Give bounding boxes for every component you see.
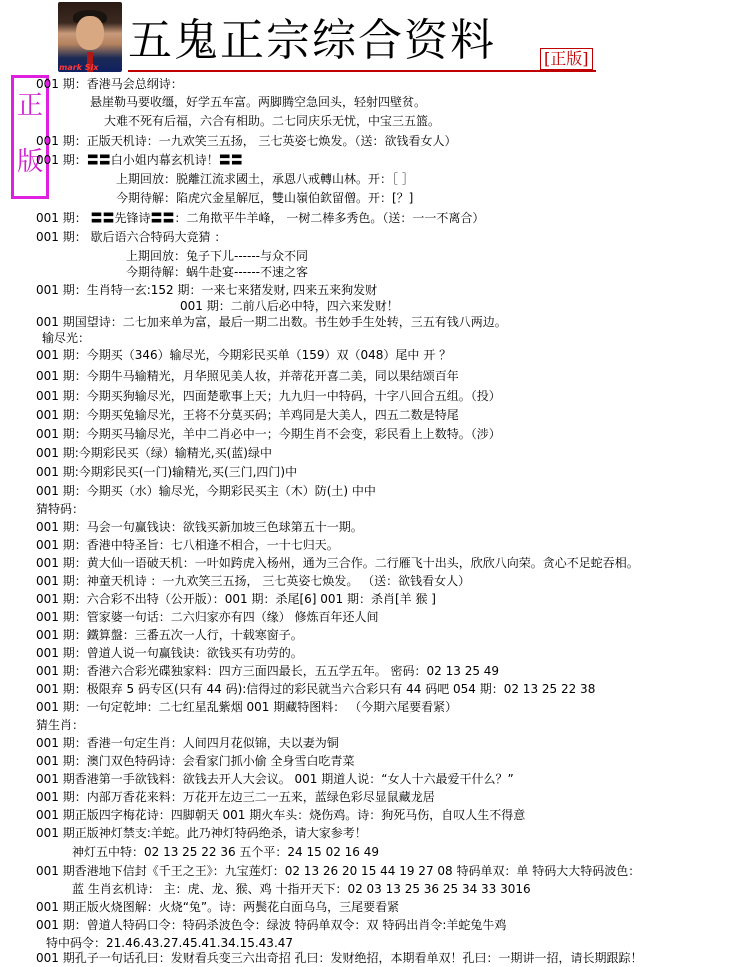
text-line: 001 期：今期牛马输精光，月华照见美人妆，并蒂花开喜二美，同以果结颂百年 [36, 369, 459, 383]
page-header [0, 0, 744, 78]
text-line: 001 期：〓〓白小姐内幕玄机诗！〓〓 [36, 153, 243, 167]
text-line: 001 期：正版天机诗：一九欢笑三五扬， 三七英姿七焕发。（送：欲钱看女人） [36, 134, 457, 148]
text-line: 001 期正版火烧图解：火烧“兔”。诗：两鬓花白面乌乌，三尾要看紧 [36, 900, 400, 914]
stamp-char-2: 版 [16, 147, 43, 177]
text-line: 001 期：极限弃 5 码专区(只有 44 码):信得过的彩民就当六合彩只有 44 码吧 054 期：02 13 25 22 38 [36, 682, 596, 696]
text-line: 今期待解：陷虎穴金星解厄，雙山嶺伯欽留僧。开：[？] [116, 191, 414, 205]
text-line: 001 期：澳门双色特码诗：会看家门抓小偷 全身雪白吃青菜 [36, 754, 355, 768]
text-line: 001 期：黄大仙一语破天机：一叶如跨虎入杨州，通为三合作。二行雁飞十出头，欣欣八向荣。贪心不足蛇吞相。 [36, 556, 639, 570]
text-line: 特中码令：21.46.43.27.45.41.34.15.43.47 [46, 936, 294, 950]
text-line: 悬崖勒马要收缰，好学五车富。两脚腾空急回头，轻射四壁贫。 [90, 95, 427, 109]
text-line: 001 期：今期买马输尽光，羊中二肖必中一；今期生肖不会变，彩民看上上数特。（涉） [36, 427, 501, 441]
text-line: 001 期：一句定乾坤：二七红星乱紫烟 001 期藏特图料： （今期六尾要看紧） [36, 700, 458, 714]
avatar-brand: mark Six [59, 63, 99, 72]
text-line: 001 期:今期彩民买(一门)输精光,买(三门,四门)中 [36, 465, 298, 479]
text-line: 001 期：香港中特圣旨：七八相逢不相合，一十七归天。 [36, 538, 339, 552]
text-line: 猜特码： [36, 502, 85, 516]
text-line: 001 期正版四字梅花诗：四脚朝天 001 期火车头：烧伤鸡。诗：狗死马伤，自叹人生不得意 [36, 808, 526, 822]
text-line: 001 期：今期买狗输尽光，四面楚歌事上天；九九归一中特码，十字八回合五组。（投） [36, 389, 501, 403]
avatar [58, 2, 122, 72]
text-line: 001 期：神童天机诗 ：一九欢笑三五扬， 三七英姿七焕发。 （送：欲钱看女人） [36, 574, 471, 588]
text-line: 001 期：香港六合彩光碟独家料：四方三面四最长，五五学五年。 密码：02 13 25 49 [36, 664, 500, 678]
text-line: 001 期：曾道人特码口令：特码杀波色令：绿波 特码单双令：双 特码出肖令:羊蛇兔牛鸡 [36, 918, 507, 932]
text-line: 输尽光： [42, 331, 91, 345]
text-line: 001 期：鐵算盤：三番五次一人行，十载寒窗子。 [36, 628, 303, 642]
text-line: 001 期：内部万香花来料：万花开左边三二一五来，蓝绿色彩尽显鼠藏龙居 [36, 790, 435, 804]
stamp-char-1: 正 [16, 91, 43, 121]
text-line: 001 期：今期买（346）输尽光，今期彩民买单（159）双（048）尾中 开 ？ [36, 348, 452, 362]
text-line: 001 期香港地下信封《千王之王》：九宝莲灯：02 13 26 20 15 44 19 27 08 特码单双：单 特码大大特码波色： [36, 864, 641, 878]
text-line: 今期待解：蜗牛赴宴------不速之客 [126, 265, 308, 279]
text-line: 001 期：生肖特一玄:152 期：一来七来猪发财, 四来五来狗发财 [36, 283, 378, 297]
text-line: 001 期正版神灯禁支:羊蛇。此乃神灯特码绝杀，请大家参考！ [36, 826, 367, 840]
text-line: 蓝 生肖玄机诗： 主：虎、龙、猴、鸡 十指开天下：02 03 13 25 36 25 34 33 3016 [72, 882, 531, 896]
text-line: 001 期：香港一句定生肖：人间四月花似锦，夫以妻为铜 [36, 736, 339, 750]
text-line: 001 期国望诗：二七加来单为富，最后一期二出数。书生妙手生处转，三五有钱八两边。 [36, 315, 507, 329]
page-title: 五鬼正宗综合资料 [128, 15, 496, 66]
text-line: 001 期：曾道人说一句赢钱诀：欲钱买有功劳的。 [36, 646, 303, 660]
text-line: 001 期：香港马会总纲诗： [36, 77, 183, 91]
avatar-face [76, 16, 104, 50]
text-line: 001 期：六合彩不出特（公开版）：001 期：杀尾[6] 001 期：杀肖[羊 猴 ] [36, 592, 436, 606]
text-line: 上期回放：脱離江流求國土，承恩八戒轉山林。开：［ ］ [116, 172, 414, 186]
text-line: 001 期： 〓〓先锋诗〓〓：二角揿平牛羊峰， 一树二棒多秀色。（送：一一不离合） [36, 211, 485, 225]
text-line: 001 期:今期彩民买（绿）输精光,买(蓝)绿中 [36, 446, 272, 460]
text-line: 001 期：今期买（水）输尽光，今期彩民买主（木）防(土) 中中 [36, 484, 376, 498]
text-line: 001 期：二前八后必中特，四六来发财！ [180, 299, 399, 313]
text-line: 上期回放：兔子下儿------与众不同 [126, 249, 308, 263]
title-underline [128, 70, 596, 72]
text-line: 大难不死有后福，六合有相助。二七同庆乐无忧，中宝三五篮。 [104, 114, 441, 128]
text-line: 猜生肖： [36, 718, 85, 732]
text-line: 001 期：管家婆一句话：二六归家亦有四（缘） 修炼百年还人间 [36, 610, 379, 624]
text-line: 001 期： 歇后语六合特码大竞猜 ： [36, 230, 227, 244]
text-line: 神灯五中特：02 13 25 22 36 五个平：24 15 02 16 49 [72, 845, 380, 859]
text-line: 001 期：马会一句赢钱诀：欲钱买新加坡三色球第五十一期。 [36, 520, 363, 534]
text-line: 001 期孔子一句话孔曰：发财看兵变三六出奇招 孔曰：发财绝招，本期看单双！孔曰：一期讲一招，请长期跟踪！ [36, 951, 643, 965]
text-line: 001 期香港第一手欲钱料：欲钱去开人大会议。 001 期道人说：“女人十六最爱干什么？” [36, 772, 514, 786]
edition-badge: [正版] [540, 48, 593, 70]
text-line: 001 期：今期买兔输尽光，王将不分莫买码；羊鸡同是大美人，四五二数是特尾 [36, 408, 459, 422]
